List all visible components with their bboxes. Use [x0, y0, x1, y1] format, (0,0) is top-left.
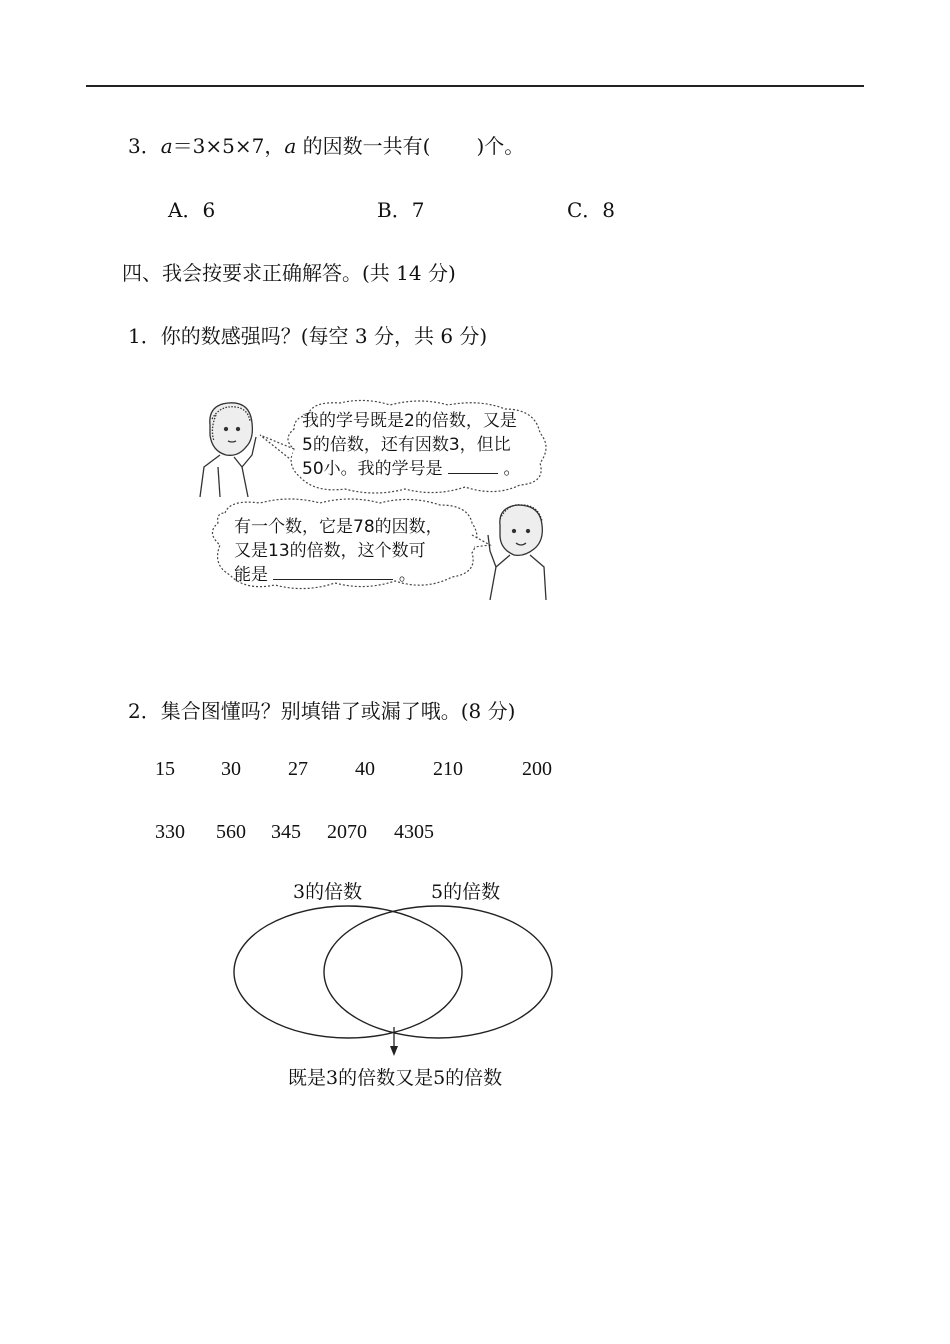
option-b[interactable]: B．7: [377, 198, 425, 222]
number-item: 15: [155, 758, 175, 780]
number-item: 200: [522, 758, 552, 780]
question-text-end: )个。: [476, 134, 525, 158]
venn-right-ellipse: [324, 906, 552, 1038]
variable-a: a: [160, 134, 173, 158]
variable-a: a: [284, 134, 297, 158]
bubble-1-text: [302, 409, 520, 481]
girl-character: [200, 403, 256, 497]
option-c[interactable]: C．8: [567, 198, 616, 222]
number-item: 40: [355, 758, 375, 780]
number-item: 560: [216, 821, 246, 843]
question-text: 的因数一共有(: [296, 134, 431, 158]
number-item: 330: [155, 821, 185, 843]
number-item: 27: [288, 758, 308, 780]
venn-arrow-head: [390, 1046, 398, 1056]
bubble-1-line-2: 5的倍数，还有因数3，但比: [302, 435, 511, 455]
venn-bottom-label: 既是3的倍数又是5的倍数: [288, 1067, 503, 1089]
boy-character: [488, 505, 546, 600]
bubble-1-line-1: 我的学号既是2的倍数，又是: [302, 411, 517, 431]
top-rule: [86, 85, 864, 87]
expression: ＝3×5×7，: [172, 134, 285, 158]
venn-diagram: [230, 900, 560, 1070]
number-item: 2070: [327, 821, 367, 843]
venn-right-label: 5的倍数: [431, 881, 501, 903]
number-item: 345: [271, 821, 301, 843]
problem-2-title: 2．集合图懂吗？别填错了或漏了哦。(8 分): [128, 699, 516, 723]
bubble-2-line-1: 有一个数，它是78的因数，: [234, 517, 443, 537]
bubble-1-line-3: 50小。我的学号是 。: [302, 459, 521, 479]
answer-blank[interactable]: [448, 459, 498, 474]
venn-left-ellipse: [234, 906, 462, 1038]
option-a[interactable]: A．6: [168, 198, 216, 222]
question-3: [128, 130, 524, 159]
venn-left-label: 3的倍数: [293, 881, 363, 903]
bubble-2-text: [234, 515, 443, 587]
bubble-2-line-2: 又是13的倍数，这个数可: [234, 541, 426, 561]
section-heading: 四、我会按要求正确解答。(共 14 分): [122, 261, 456, 285]
number-item: 30: [221, 758, 241, 780]
problem-1-title: 1．你的数感强吗？(每空 3 分，共 6 分): [128, 324, 488, 348]
number-item: 4305: [394, 821, 434, 843]
number-item: 210: [433, 758, 463, 780]
answer-blank[interactable]: [273, 565, 393, 580]
question-number: 3．: [128, 134, 161, 158]
bubble-2-line-3: 能是 。: [234, 565, 416, 585]
